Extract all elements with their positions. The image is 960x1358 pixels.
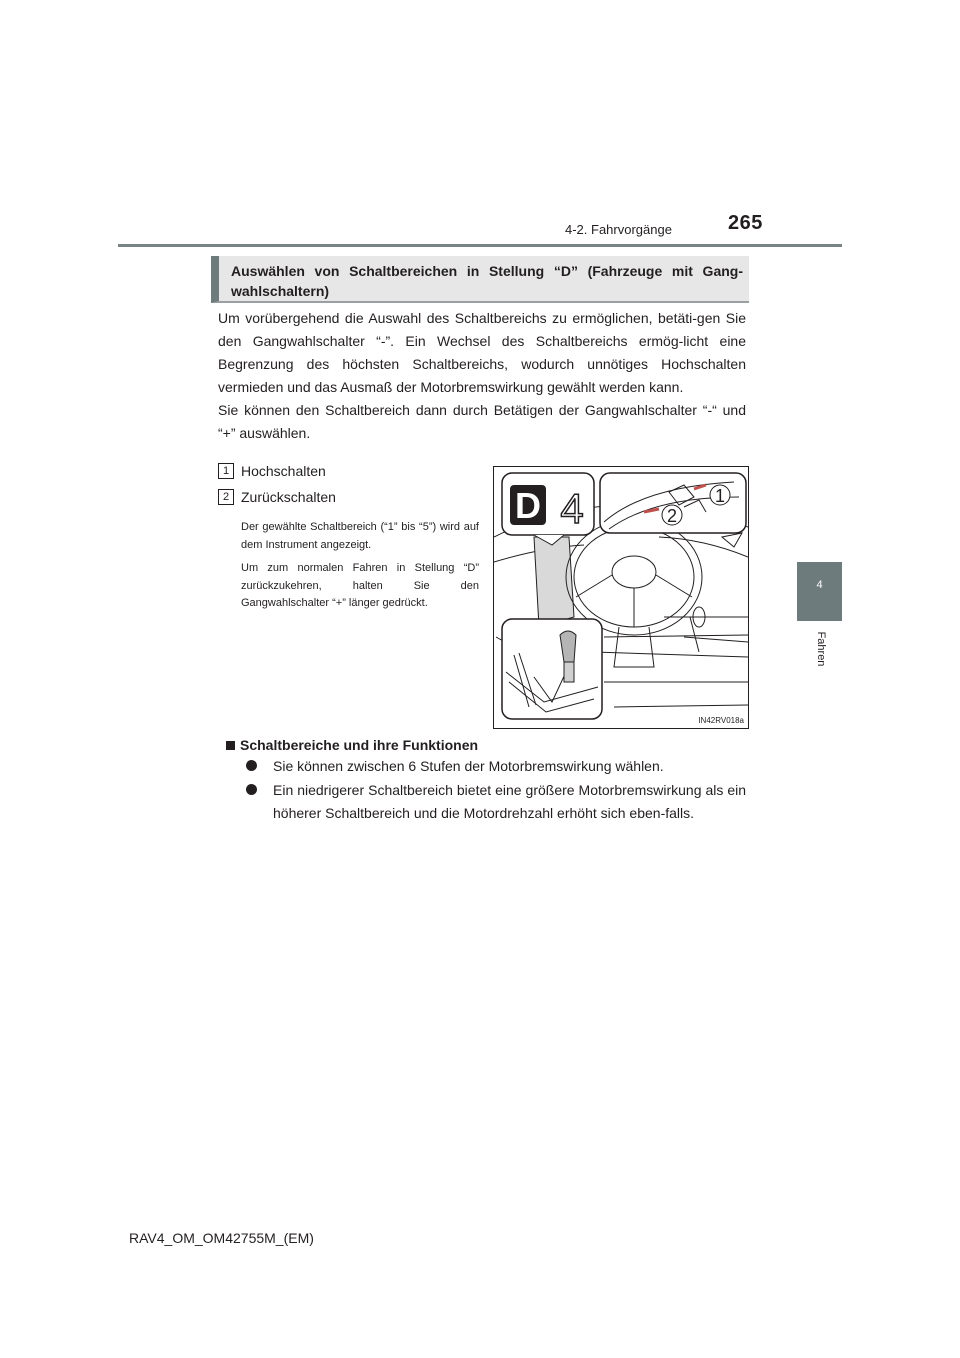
callout-1: 1 (714, 486, 726, 506)
note-return-normal: Um zum normalen Fahren in Stellung “D” zurückzukehren, halten Sie den Gangwahlschalter “+” länger gedrückt. (241, 562, 479, 609)
square-bullet-icon (226, 741, 235, 750)
header-rule (118, 244, 842, 247)
chapter-label (786, 618, 856, 680)
chapter-name: Fahren (815, 631, 827, 667)
section-heading-text: Auswählen von Schaltbereichen in Stellung “D” (Fahrzeuge mit Gang-wahlschaltern) (231, 263, 743, 299)
intro-text (218, 307, 746, 445)
step-number-2: 2 (218, 489, 234, 505)
paddle-shift-illustration (493, 466, 749, 729)
note-display: Der gewählte Schaltbereich (“1” bis “5”) wird auf dem Instrument angezeigt. (241, 521, 479, 551)
section-heading (211, 256, 749, 303)
figure-notes (241, 519, 479, 619)
document-code: RAV4_OM_OM42755M_(EM) (129, 1230, 314, 1246)
callout-2: 2 (666, 506, 678, 526)
step-label-upshift: Hochschalten (241, 463, 326, 479)
bullet-text: Ein niedrigerer Schaltbereich bietet eine größere Motorbremswirkung als ein höherer Schaltbereich und die Motordrehzahl erhöht sich eben-falls. (273, 782, 746, 821)
chapter-tab (797, 562, 842, 621)
intro-paragraph-2: Sie können den Schaltbereich dann durch Betätigen der Gangwahlschalter “-“ und “+” auswählen. (218, 402, 746, 441)
step-number-1: 1 (218, 463, 234, 479)
bullet-item-2 (246, 779, 746, 825)
bullet-dot-icon (246, 784, 257, 795)
display-number: 4 (560, 485, 584, 532)
subsection-title (226, 737, 478, 753)
section-title: 4-2. Fahrvorgänge (565, 222, 672, 237)
chapter-number: 4 (816, 579, 823, 591)
illustration-drawing (494, 467, 748, 728)
bullet-text: Sie können zwischen 6 Stufen der Motorbremswirkung wählen. (273, 758, 664, 774)
bullet-dot-icon (246, 760, 257, 771)
subsection-title-text: Schaltbereiche und ihre Funktionen (240, 737, 479, 753)
figure-code: IN42RV018a (698, 716, 744, 725)
bullet-item-1 (246, 755, 746, 778)
intro-paragraph-1: Um vorübergehend die Auswahl des Schaltbereichs zu ermöglichen, betäti-gen Sie den Gangwahlschalter “-”. Ein Wechsel des Schaltbereichs ermög-licht eine Begrenzung des höchsten Schaltbereichs, wodurch unnötiges Hochschalten vermieden und das Ausmaß der Motorbremswirkung gewählt werden kann. (218, 310, 746, 395)
page-number: 265 (728, 212, 763, 234)
display-letter: D (515, 485, 541, 526)
step-label-downshift: Zurückschalten (241, 489, 336, 505)
